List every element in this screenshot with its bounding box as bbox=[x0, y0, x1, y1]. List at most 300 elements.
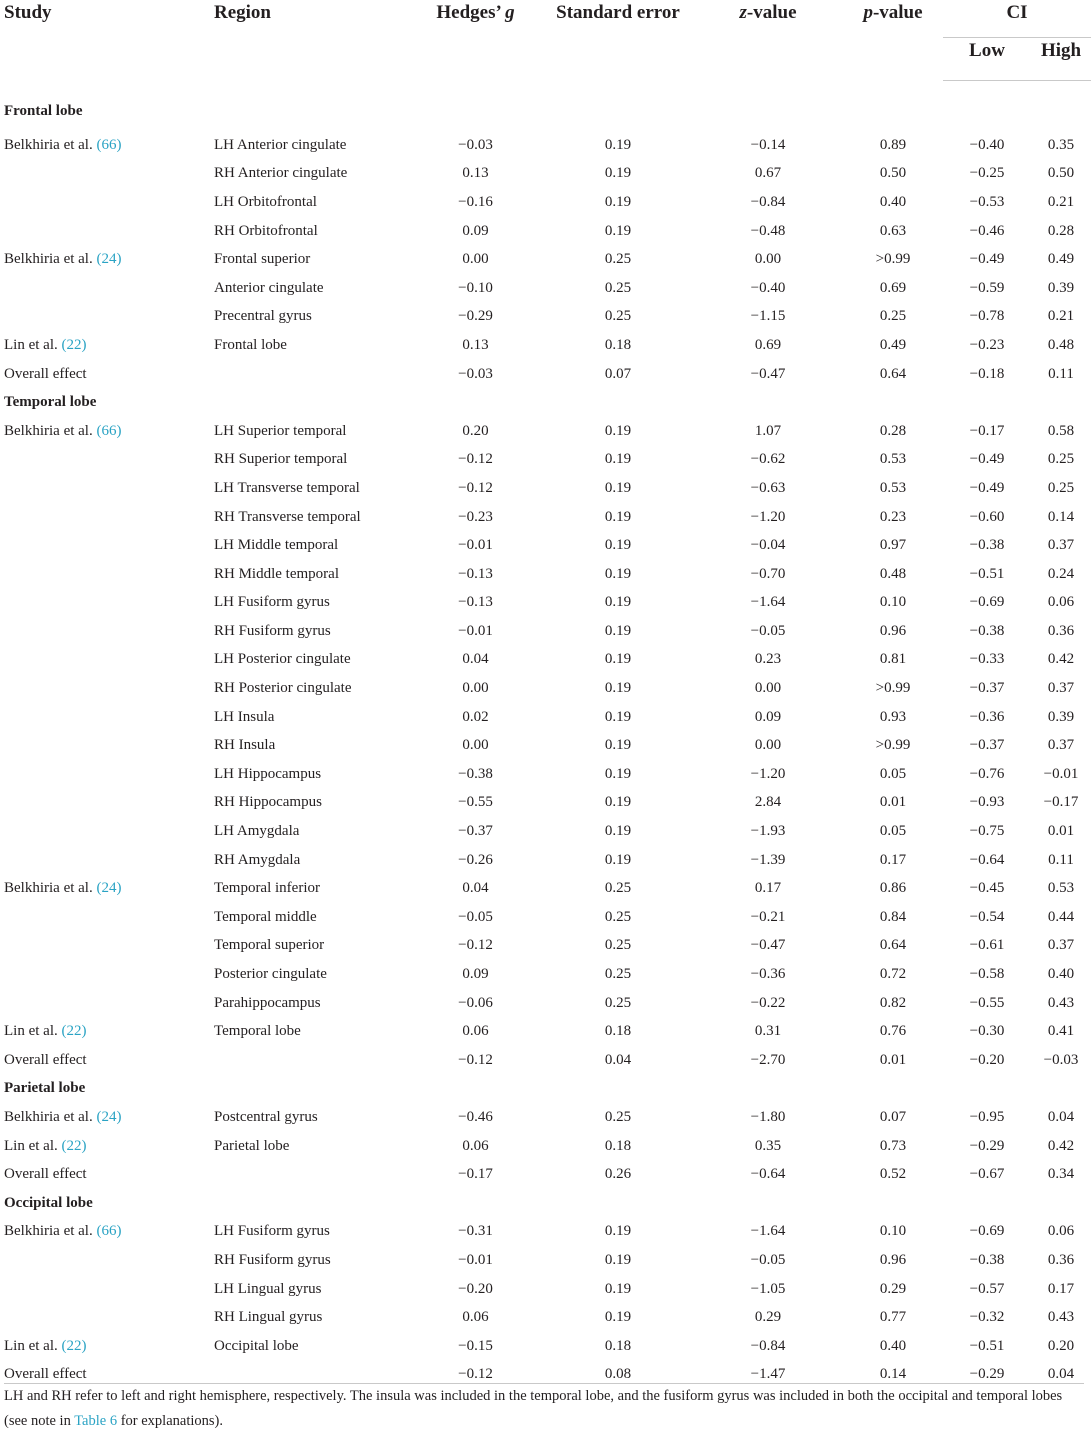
cell-study bbox=[0, 589, 210, 618]
study-name: Overall effect bbox=[4, 1051, 87, 1068]
cell-p-value: 0.89 bbox=[879, 136, 907, 153]
cell-hedges-g: −0.01 bbox=[458, 537, 493, 554]
cell-ci-high: 0.44 bbox=[1047, 908, 1075, 925]
cell-z-value: 0.67 bbox=[754, 165, 782, 182]
cell-ci-high: 0.01 bbox=[1047, 823, 1075, 840]
cell-p-value: >0.99 bbox=[875, 737, 911, 754]
cell-z-value: −0.21 bbox=[750, 908, 786, 925]
cell-z-value: −2.70 bbox=[750, 1051, 786, 1068]
cell-ci-low: −0.37 bbox=[969, 680, 1005, 697]
cell-z-value: −1.80 bbox=[750, 1108, 786, 1125]
cell-standard-error: 0.19 bbox=[604, 708, 632, 725]
cell-study bbox=[0, 617, 210, 646]
cell-ci-low: −0.46 bbox=[969, 222, 1005, 239]
cell-study bbox=[0, 274, 210, 303]
cell-hedges-g: 0.13 bbox=[462, 165, 489, 182]
cell-ci-high: 0.48 bbox=[1047, 336, 1075, 353]
table-footnote bbox=[4, 1383, 1084, 1434]
cell-p-value: 0.23 bbox=[879, 508, 907, 525]
cell-p-value: 0.82 bbox=[879, 994, 907, 1011]
cell-hedges-g: −0.26 bbox=[458, 851, 493, 868]
cell-study bbox=[0, 760, 210, 789]
cell-hedges-g: −0.12 bbox=[458, 451, 493, 468]
cell-study bbox=[0, 1246, 210, 1275]
cell-standard-error: 0.19 bbox=[604, 851, 632, 868]
cell-study bbox=[0, 245, 210, 274]
cell-study bbox=[0, 789, 210, 818]
cell-ci-low: −0.18 bbox=[969, 365, 1005, 382]
section-row bbox=[0, 1189, 1091, 1218]
cell-ci-high: 0.42 bbox=[1047, 651, 1075, 668]
cell-standard-error: 0.19 bbox=[604, 622, 632, 639]
cell-region: LH Lingual gyrus bbox=[214, 1280, 322, 1297]
cell-hedges-g: −0.12 bbox=[458, 937, 493, 954]
cell-region: RH Transverse temporal bbox=[214, 508, 361, 525]
table-row bbox=[0, 674, 1091, 703]
cell-ci-high: 0.50 bbox=[1047, 165, 1075, 182]
cell-ci-high: 0.49 bbox=[1047, 251, 1075, 268]
cell-ci-high: 0.06 bbox=[1047, 594, 1075, 611]
cell-hedges-g: −0.20 bbox=[458, 1280, 493, 1297]
cell-study bbox=[0, 303, 210, 332]
cell-z-value: −0.47 bbox=[750, 937, 786, 954]
reference-link[interactable]: (66) bbox=[96, 1223, 122, 1240]
cell-standard-error: 0.19 bbox=[604, 1223, 632, 1240]
table-row bbox=[0, 703, 1091, 732]
cell-p-value: 0.25 bbox=[879, 308, 907, 325]
table-row bbox=[0, 188, 1091, 217]
cell-region: LH Fusiform gyrus bbox=[214, 594, 330, 611]
cell-z-value: 0.17 bbox=[754, 880, 782, 897]
cell-ci-high: 0.39 bbox=[1047, 279, 1075, 296]
section-heading: Parietal lobe bbox=[4, 1080, 86, 1097]
cell-region: Temporal inferior bbox=[214, 880, 320, 897]
table-row bbox=[0, 217, 1091, 246]
study-name: Overall effect bbox=[4, 365, 87, 382]
header-p-suffix: -value bbox=[872, 2, 923, 23]
cell-ci-high: 0.25 bbox=[1047, 451, 1075, 468]
reference-link[interactable]: (22) bbox=[61, 1023, 87, 1040]
cell-hedges-g: −0.55 bbox=[458, 794, 493, 811]
cell-region bbox=[210, 1046, 408, 1075]
cell-p-value: 0.10 bbox=[879, 594, 907, 611]
cell-ci-high: −0.01 bbox=[1043, 765, 1079, 782]
cell-z-value: −0.70 bbox=[750, 565, 786, 582]
cell-z-value: −1.64 bbox=[750, 1223, 786, 1240]
section-heading: Occipital lobe bbox=[4, 1194, 93, 1211]
cell-p-value: 0.05 bbox=[879, 765, 907, 782]
cell-standard-error: 0.26 bbox=[604, 1166, 632, 1183]
cell-ci-low: −0.76 bbox=[969, 765, 1005, 782]
cell-ci-high: 0.11 bbox=[1048, 365, 1074, 382]
cell-p-value: 0.17 bbox=[879, 851, 907, 868]
cell-ci-high: 0.37 bbox=[1047, 680, 1075, 697]
cell-ci-high: 0.43 bbox=[1047, 994, 1075, 1011]
cell-hedges-g: 0.13 bbox=[462, 336, 489, 353]
table-row bbox=[0, 989, 1091, 1018]
cell-z-value: −0.14 bbox=[750, 136, 786, 153]
cell-ci-low: −0.69 bbox=[969, 1223, 1005, 1240]
cell-ci-low: −0.29 bbox=[969, 1366, 1005, 1383]
cell-z-value: −1.20 bbox=[750, 508, 786, 525]
cell-p-value: 0.73 bbox=[879, 1137, 907, 1154]
cell-study bbox=[0, 846, 210, 875]
cell-ci-high: 0.11 bbox=[1048, 851, 1074, 868]
cell-hedges-g: 0.06 bbox=[462, 1023, 489, 1040]
cell-ci-high: −0.17 bbox=[1043, 794, 1079, 811]
cell-ci-low: −0.59 bbox=[969, 279, 1005, 296]
cell-p-value: 0.77 bbox=[879, 1309, 907, 1326]
table-row bbox=[0, 1332, 1091, 1361]
cell-ci-low: −0.57 bbox=[969, 1280, 1005, 1297]
header-z-value bbox=[693, 0, 843, 81]
cell-region: LH Hippocampus bbox=[214, 765, 322, 782]
header-p-value bbox=[843, 0, 943, 81]
table-row bbox=[0, 245, 1091, 274]
cell-ci-low: −0.51 bbox=[969, 565, 1005, 582]
cell-ci-low: −0.93 bbox=[969, 794, 1005, 811]
table-row bbox=[0, 331, 1091, 360]
cell-hedges-g: 0.04 bbox=[462, 880, 489, 897]
study-name: Lin et al. bbox=[4, 1137, 62, 1154]
cell-hedges-g: 0.04 bbox=[462, 651, 489, 668]
cell-ci-low: −0.40 bbox=[969, 136, 1005, 153]
cell-ci-low: −0.58 bbox=[969, 966, 1005, 983]
cell-study bbox=[0, 131, 210, 160]
cell-hedges-g: 0.00 bbox=[462, 680, 489, 697]
cell-z-value: −0.36 bbox=[750, 966, 786, 983]
cell-standard-error: 0.25 bbox=[604, 880, 632, 897]
cell-study bbox=[0, 1218, 210, 1247]
cell-region: Parietal lobe bbox=[214, 1137, 290, 1154]
header-ci: CI bbox=[943, 0, 1091, 38]
cell-p-value: >0.99 bbox=[875, 680, 911, 697]
cell-study bbox=[0, 188, 210, 217]
cell-region: LH Fusiform gyrus bbox=[214, 1223, 330, 1240]
cell-p-value: 0.07 bbox=[879, 1108, 907, 1125]
cell-region: RH Fusiform gyrus bbox=[214, 622, 331, 639]
cell-standard-error: 0.19 bbox=[604, 136, 632, 153]
cell-ci-low: −0.37 bbox=[969, 737, 1005, 754]
cell-study bbox=[0, 1303, 210, 1332]
cell-ci-low: −0.38 bbox=[969, 622, 1005, 639]
cell-hedges-g: −0.29 bbox=[458, 308, 493, 325]
cell-z-value: −0.84 bbox=[750, 1337, 786, 1354]
header-ci-low: Low bbox=[943, 38, 1031, 81]
cell-ci-low: −0.78 bbox=[969, 308, 1005, 325]
table-row bbox=[0, 1246, 1091, 1275]
cell-ci-high: 0.34 bbox=[1047, 1166, 1075, 1183]
cell-z-value: 0.35 bbox=[754, 1137, 782, 1154]
cell-p-value: 0.86 bbox=[879, 880, 907, 897]
cell-study bbox=[0, 417, 210, 446]
cell-region: LH Superior temporal bbox=[214, 422, 347, 439]
cell-z-value: −0.04 bbox=[750, 537, 786, 554]
cell-ci-low: −0.75 bbox=[969, 823, 1005, 840]
cell-p-value: 0.29 bbox=[879, 1280, 907, 1297]
cell-study bbox=[0, 446, 210, 475]
cell-ci-low: −0.69 bbox=[969, 594, 1005, 611]
reference-link[interactable]: (66) bbox=[96, 136, 122, 153]
reference-link[interactable]: (22) bbox=[61, 336, 87, 353]
cell-p-value: 0.81 bbox=[879, 651, 907, 668]
cell-ci-high: 0.39 bbox=[1047, 708, 1075, 725]
cell-hedges-g: 0.09 bbox=[462, 222, 489, 239]
cell-p-value: 0.76 bbox=[879, 1023, 907, 1040]
cell-ci-low: −0.30 bbox=[969, 1023, 1005, 1040]
table-row bbox=[0, 1218, 1091, 1247]
cell-hedges-g: −0.38 bbox=[458, 765, 493, 782]
footnote-table-link[interactable]: Table 6 bbox=[74, 1413, 118, 1429]
cell-ci-low: −0.53 bbox=[969, 193, 1005, 210]
reference-link[interactable]: (24) bbox=[96, 251, 122, 268]
cell-ci-low: −0.25 bbox=[969, 165, 1005, 182]
cell-p-value: 0.05 bbox=[879, 823, 907, 840]
cell-z-value: 0.31 bbox=[754, 1023, 782, 1040]
cell-standard-error: 0.19 bbox=[604, 422, 632, 439]
cell-hedges-g: 0.06 bbox=[462, 1137, 489, 1154]
cell-study bbox=[0, 1332, 210, 1361]
reference-link[interactable]: (24) bbox=[96, 1108, 122, 1125]
table-row bbox=[0, 903, 1091, 932]
cell-ci-low: −0.32 bbox=[969, 1309, 1005, 1326]
study-name: Belkhiria et al. bbox=[4, 1223, 97, 1240]
table-row bbox=[0, 646, 1091, 675]
cell-standard-error: 0.19 bbox=[604, 794, 632, 811]
reference-link[interactable]: (66) bbox=[96, 422, 122, 439]
table-row bbox=[0, 1160, 1091, 1189]
cell-standard-error: 0.19 bbox=[604, 1251, 632, 1268]
cell-ci-low: −0.51 bbox=[969, 1337, 1005, 1354]
cell-standard-error: 0.19 bbox=[604, 680, 632, 697]
cell-region: Temporal superior bbox=[214, 937, 325, 954]
cell-ci-high: 0.04 bbox=[1047, 1108, 1075, 1125]
cell-ci-high: 0.37 bbox=[1047, 937, 1075, 954]
cell-p-value: 0.72 bbox=[879, 966, 907, 983]
cell-p-value: 0.53 bbox=[879, 451, 907, 468]
cell-standard-error: 0.19 bbox=[604, 651, 632, 668]
table-row bbox=[0, 303, 1091, 332]
cell-ci-high: 0.53 bbox=[1047, 880, 1075, 897]
cell-ci-high: 0.20 bbox=[1047, 1337, 1075, 1354]
reference-link[interactable]: (24) bbox=[96, 880, 122, 897]
cell-p-value: 0.48 bbox=[879, 565, 907, 582]
cell-region: RH Middle temporal bbox=[214, 565, 339, 582]
cell-z-value: −0.84 bbox=[750, 193, 786, 210]
cell-ci-high: −0.03 bbox=[1043, 1051, 1079, 1068]
cell-z-value: 0.69 bbox=[754, 336, 782, 353]
study-name: Belkhiria et al. bbox=[4, 880, 97, 897]
table-row bbox=[0, 274, 1091, 303]
reference-link[interactable]: (22) bbox=[61, 1137, 87, 1154]
cell-z-value: 0.00 bbox=[754, 737, 782, 754]
section-row bbox=[0, 1075, 1091, 1104]
cell-p-value: 0.93 bbox=[879, 708, 907, 725]
cell-z-value: 0.00 bbox=[754, 680, 782, 697]
cell-study bbox=[0, 646, 210, 675]
cell-z-value: −0.05 bbox=[750, 622, 786, 639]
table-row bbox=[0, 474, 1091, 503]
cell-z-value: −0.47 bbox=[750, 365, 786, 382]
cell-ci-high: 0.58 bbox=[1047, 422, 1075, 439]
cell-ci-low: −0.23 bbox=[969, 336, 1005, 353]
cell-standard-error: 0.19 bbox=[604, 1280, 632, 1297]
cell-ci-low: −0.38 bbox=[969, 537, 1005, 554]
cell-ci-low: −0.60 bbox=[969, 508, 1005, 525]
cell-hedges-g: −0.01 bbox=[458, 622, 493, 639]
cell-ci-high: 0.17 bbox=[1047, 1280, 1075, 1297]
cell-study bbox=[0, 817, 210, 846]
cell-ci-high: 0.36 bbox=[1047, 622, 1075, 639]
table-row bbox=[0, 617, 1091, 646]
study-name: Lin et al. bbox=[4, 1023, 62, 1040]
cell-ci-high: 0.21 bbox=[1047, 308, 1075, 325]
cell-hedges-g: −0.03 bbox=[458, 136, 493, 153]
cell-p-value: 0.01 bbox=[879, 1051, 907, 1068]
cell-ci-high: 0.21 bbox=[1047, 193, 1075, 210]
cell-z-value: 0.00 bbox=[754, 251, 782, 268]
cell-standard-error: 0.18 bbox=[604, 1023, 632, 1040]
table-body bbox=[0, 81, 1091, 1390]
table-row bbox=[0, 560, 1091, 589]
cell-p-value: 0.49 bbox=[879, 336, 907, 353]
reference-link[interactable]: (22) bbox=[61, 1337, 87, 1354]
cell-ci-low: −0.67 bbox=[969, 1166, 1005, 1183]
cell-ci-low: −0.38 bbox=[969, 1251, 1005, 1268]
cell-region: Occipital lobe bbox=[214, 1337, 299, 1354]
cell-ci-high: 0.40 bbox=[1047, 966, 1075, 983]
cell-study bbox=[0, 1046, 210, 1075]
cell-hedges-g: −0.15 bbox=[458, 1337, 493, 1354]
cell-hedges-g: −0.03 bbox=[458, 365, 493, 382]
table-row bbox=[0, 960, 1091, 989]
cell-study bbox=[0, 903, 210, 932]
cell-standard-error: 0.25 bbox=[604, 1108, 632, 1125]
cell-region: Posterior cingulate bbox=[214, 966, 327, 983]
cell-p-value: 0.28 bbox=[879, 422, 907, 439]
cell-region bbox=[210, 360, 408, 389]
cell-ci-high: 0.04 bbox=[1047, 1366, 1075, 1383]
cell-p-value: 0.69 bbox=[879, 279, 907, 296]
cell-region: LH Insula bbox=[214, 708, 275, 725]
cell-hedges-g: −0.23 bbox=[458, 508, 493, 525]
cell-hedges-g: −0.46 bbox=[458, 1108, 493, 1125]
cell-p-value: 0.10 bbox=[879, 1223, 907, 1240]
cell-region: LH Middle temporal bbox=[214, 537, 339, 554]
table-row bbox=[0, 131, 1091, 160]
cell-hedges-g: −0.12 bbox=[458, 1051, 493, 1068]
cell-z-value: −1.93 bbox=[750, 823, 786, 840]
cell-hedges-g: −0.06 bbox=[458, 994, 493, 1011]
cell-region: Frontal lobe bbox=[214, 336, 287, 353]
section-heading: Temporal lobe bbox=[4, 394, 97, 411]
cell-study bbox=[0, 989, 210, 1018]
cell-ci-low: −0.36 bbox=[969, 708, 1005, 725]
cell-ci-high: 0.24 bbox=[1047, 565, 1075, 582]
cell-region: RH Fusiform gyrus bbox=[214, 1251, 331, 1268]
cell-hedges-g: 0.00 bbox=[462, 737, 489, 754]
cell-ci-low: −0.20 bbox=[969, 1051, 1005, 1068]
cell-study bbox=[0, 1017, 210, 1046]
section-row bbox=[0, 388, 1091, 417]
cell-hedges-g: 0.20 bbox=[462, 422, 489, 439]
header-region: Region bbox=[214, 2, 271, 23]
cell-standard-error: 0.19 bbox=[604, 222, 632, 239]
study-name: Belkhiria et al. bbox=[4, 251, 97, 268]
cell-standard-error: 0.25 bbox=[604, 308, 632, 325]
cell-p-value: 0.96 bbox=[879, 622, 907, 639]
table-row bbox=[0, 817, 1091, 846]
cell-hedges-g: −0.17 bbox=[458, 1166, 493, 1183]
study-name: Lin et al. bbox=[4, 1337, 62, 1354]
table-row bbox=[0, 417, 1091, 446]
cell-hedges-g: −0.01 bbox=[458, 1251, 493, 1268]
cell-z-value: −0.62 bbox=[750, 451, 786, 468]
cell-region: LH Orbitofrontal bbox=[214, 193, 317, 210]
cell-study bbox=[0, 1160, 210, 1189]
cell-ci-low: −0.55 bbox=[969, 994, 1005, 1011]
cell-study bbox=[0, 874, 210, 903]
cell-standard-error: 0.07 bbox=[604, 365, 632, 382]
cell-hedges-g: −0.16 bbox=[458, 193, 493, 210]
cell-region: RH Anterior cingulate bbox=[214, 165, 348, 182]
cell-hedges-g: −0.12 bbox=[458, 479, 493, 496]
cell-study bbox=[0, 1132, 210, 1161]
cell-region: RH Hippocampus bbox=[214, 794, 322, 811]
cell-region: RH Posterior cingulate bbox=[214, 680, 352, 697]
cell-standard-error: 0.19 bbox=[604, 508, 632, 525]
cell-standard-error: 0.25 bbox=[604, 994, 632, 1011]
cell-p-value: >0.99 bbox=[875, 251, 911, 268]
cell-standard-error: 0.18 bbox=[604, 336, 632, 353]
cell-z-value: −0.48 bbox=[750, 222, 786, 239]
cell-study bbox=[0, 960, 210, 989]
cell-z-value: −1.64 bbox=[750, 594, 786, 611]
table-row bbox=[0, 589, 1091, 618]
cell-hedges-g: −0.31 bbox=[458, 1223, 493, 1240]
study-name: Belkhiria et al. bbox=[4, 136, 97, 153]
cell-study bbox=[0, 1275, 210, 1304]
cell-standard-error: 0.25 bbox=[604, 251, 632, 268]
cell-standard-error: 0.19 bbox=[604, 594, 632, 611]
cell-region: Postcentral gyrus bbox=[214, 1108, 318, 1125]
table-header bbox=[0, 0, 1091, 81]
cell-p-value: 0.01 bbox=[879, 794, 907, 811]
header-study: Study bbox=[4, 2, 52, 23]
cell-p-value: 0.64 bbox=[879, 365, 907, 382]
cell-standard-error: 0.19 bbox=[604, 1309, 632, 1326]
cell-region bbox=[210, 1160, 408, 1189]
cell-ci-low: −0.29 bbox=[969, 1137, 1005, 1154]
cell-study bbox=[0, 703, 210, 732]
cell-study bbox=[0, 560, 210, 589]
cell-standard-error: 0.04 bbox=[604, 1051, 632, 1068]
cell-hedges-g: 0.06 bbox=[462, 1309, 489, 1326]
cell-z-value: 0.23 bbox=[754, 651, 782, 668]
cell-hedges-g: −0.10 bbox=[458, 279, 493, 296]
cell-ci-high: 0.25 bbox=[1047, 479, 1075, 496]
header-hedges-g bbox=[408, 0, 543, 81]
cell-z-value: −0.63 bbox=[750, 479, 786, 496]
cell-hedges-g: −0.12 bbox=[458, 1366, 493, 1383]
table-row bbox=[0, 731, 1091, 760]
cell-z-value: 1.07 bbox=[754, 422, 782, 439]
cell-study bbox=[0, 503, 210, 532]
cell-z-value: −0.05 bbox=[750, 1251, 786, 1268]
cell-ci-low: −0.45 bbox=[969, 880, 1005, 897]
table-row bbox=[0, 531, 1091, 560]
table-row bbox=[0, 1103, 1091, 1132]
